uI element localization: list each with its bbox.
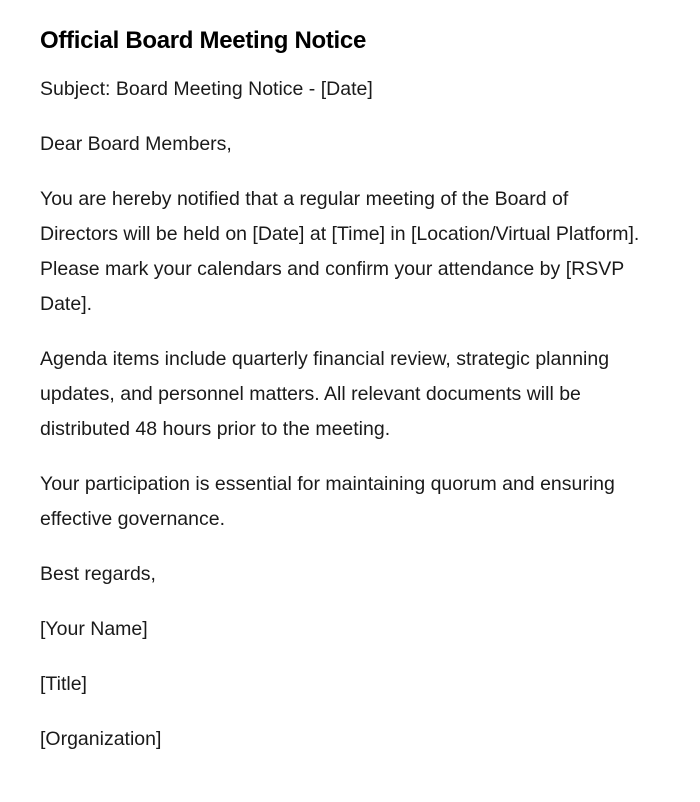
signature-title: [Title] bbox=[40, 673, 87, 695]
signature-organization: [Organization] bbox=[40, 728, 162, 750]
body-paragraph-notice: You are hereby notified that a regular meeting of the Board of Directors will be held on [Date] at [Time] in [Location/Virtual Platform]. Please mark your calendars and confirm your attendance by [RSVP Date]. bbox=[40, 188, 640, 315]
body-paragraph-agenda: Agenda items include quarterly financial review, strategic planning updates, and personnel matters. All relevant documents will be distributed 48 hours prior to the meeting. bbox=[40, 348, 610, 440]
signature-name: [Your Name] bbox=[40, 618, 148, 640]
closing: Best regards, bbox=[40, 563, 156, 585]
salutation: Dear Board Members, bbox=[40, 133, 232, 155]
subject-line: Subject: Board Meeting Notice - [Date] bbox=[40, 78, 373, 100]
document-title: Official Board Meeting Notice bbox=[40, 27, 367, 54]
body-paragraph-participation: Your participation is essential for maintaining quorum and ensuring effective governance. bbox=[40, 473, 615, 530]
